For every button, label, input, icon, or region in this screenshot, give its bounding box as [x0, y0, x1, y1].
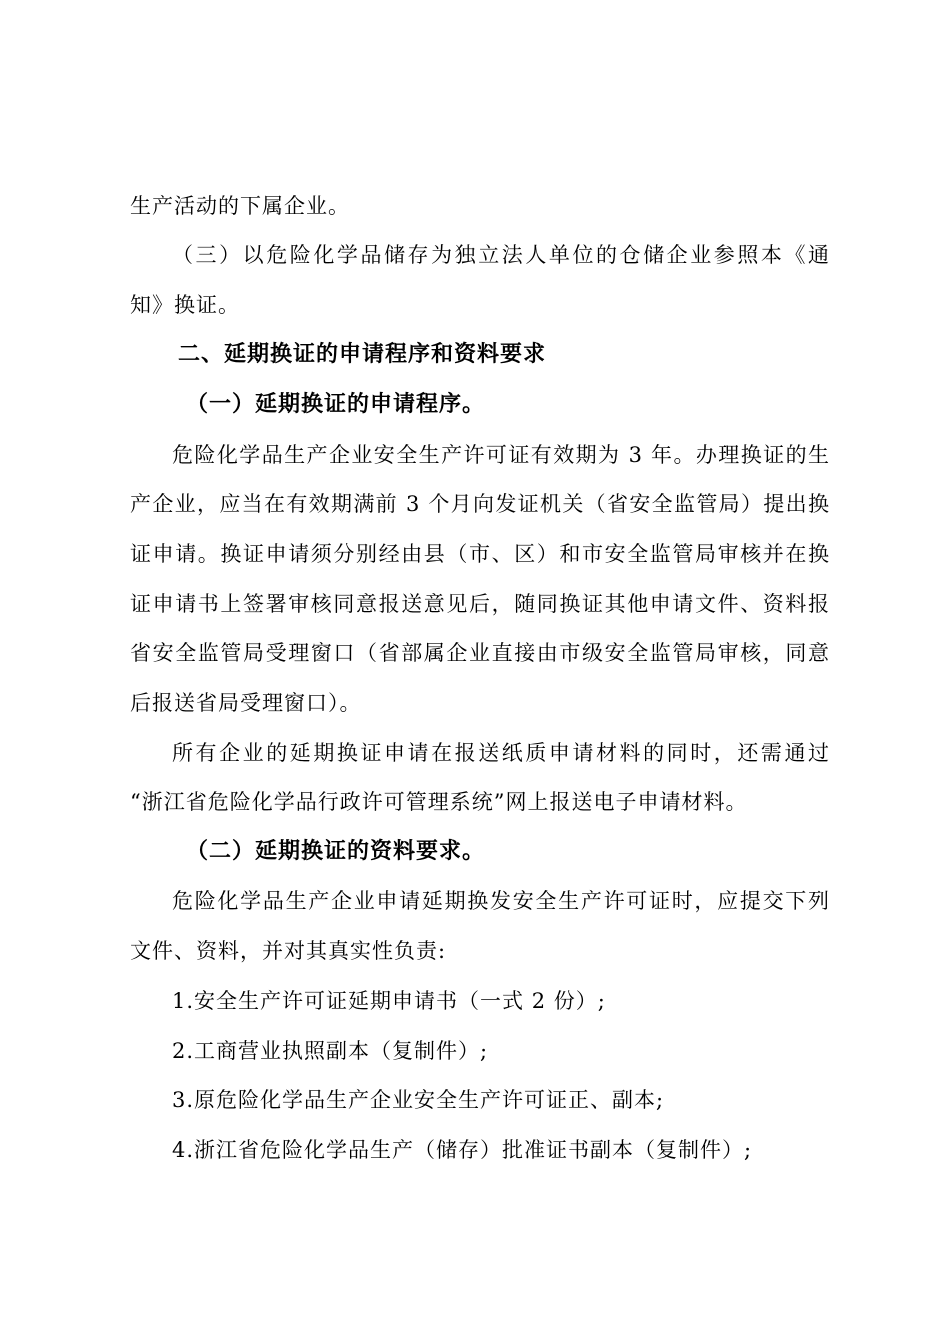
body-text-line: “浙江省危险化学品行政许可管理系统”网上报送电子申请材料。: [130, 790, 748, 814]
subsection-heading: （二）延期换证的资料要求。: [186, 839, 486, 864]
body-text-line: 危险化学品生产企业安全生产许可证有效期为 3 年。办理换证的生: [172, 443, 830, 467]
body-text-line: 证申请书上签署审核同意报送意见后，随同换证其他申请文件、资料报: [130, 592, 830, 616]
list-item: 2.工商营业执照副本（复制件）;: [172, 1039, 489, 1063]
body-text-line: 危险化学品生产企业申请延期换发安全生产许可证时，应提交下列: [172, 889, 830, 913]
body-text-line: 生产活动的下属企业。: [130, 194, 350, 218]
list-item: 1.安全生产许可证延期申请书（一式 2 份）;: [172, 989, 606, 1013]
body-text-line: 省安全监管局受理窗口（省部属企业直接由市级安全监管局审核，同意: [130, 641, 830, 665]
body-text-line: 所有企业的延期换证申请在报送纸质申请材料的同时，还需通过: [172, 741, 830, 765]
body-text-line: 知》换证。: [130, 293, 240, 317]
body-text-line: 产企业，应当在有效期满前 3 个月向发证机关（省安全监管局）提出换: [130, 492, 830, 516]
list-item: 3.原危险化学品生产企业安全生产许可证正、副本;: [172, 1088, 665, 1112]
body-text-line: 后报送省局受理窗口）。: [130, 691, 362, 715]
body-text-line: 证申请。换证申请须分别经由县（市、区）和市安全监管局审核并在换: [130, 542, 830, 566]
body-text-line: （三）以危险化学品储存为独立法人单位的仓储企业参照本《通: [172, 243, 830, 267]
subsection-heading: （一）延期换证的申请程序。: [186, 392, 486, 417]
body-text-line: 文件、资料，并对其真实性负责:: [130, 939, 447, 963]
list-item: 4.浙江省危险化学品生产（储存）批准证书副本（复制件）;: [172, 1138, 753, 1162]
section-heading: 二、延期换证的申请程序和资料要求: [178, 342, 547, 367]
